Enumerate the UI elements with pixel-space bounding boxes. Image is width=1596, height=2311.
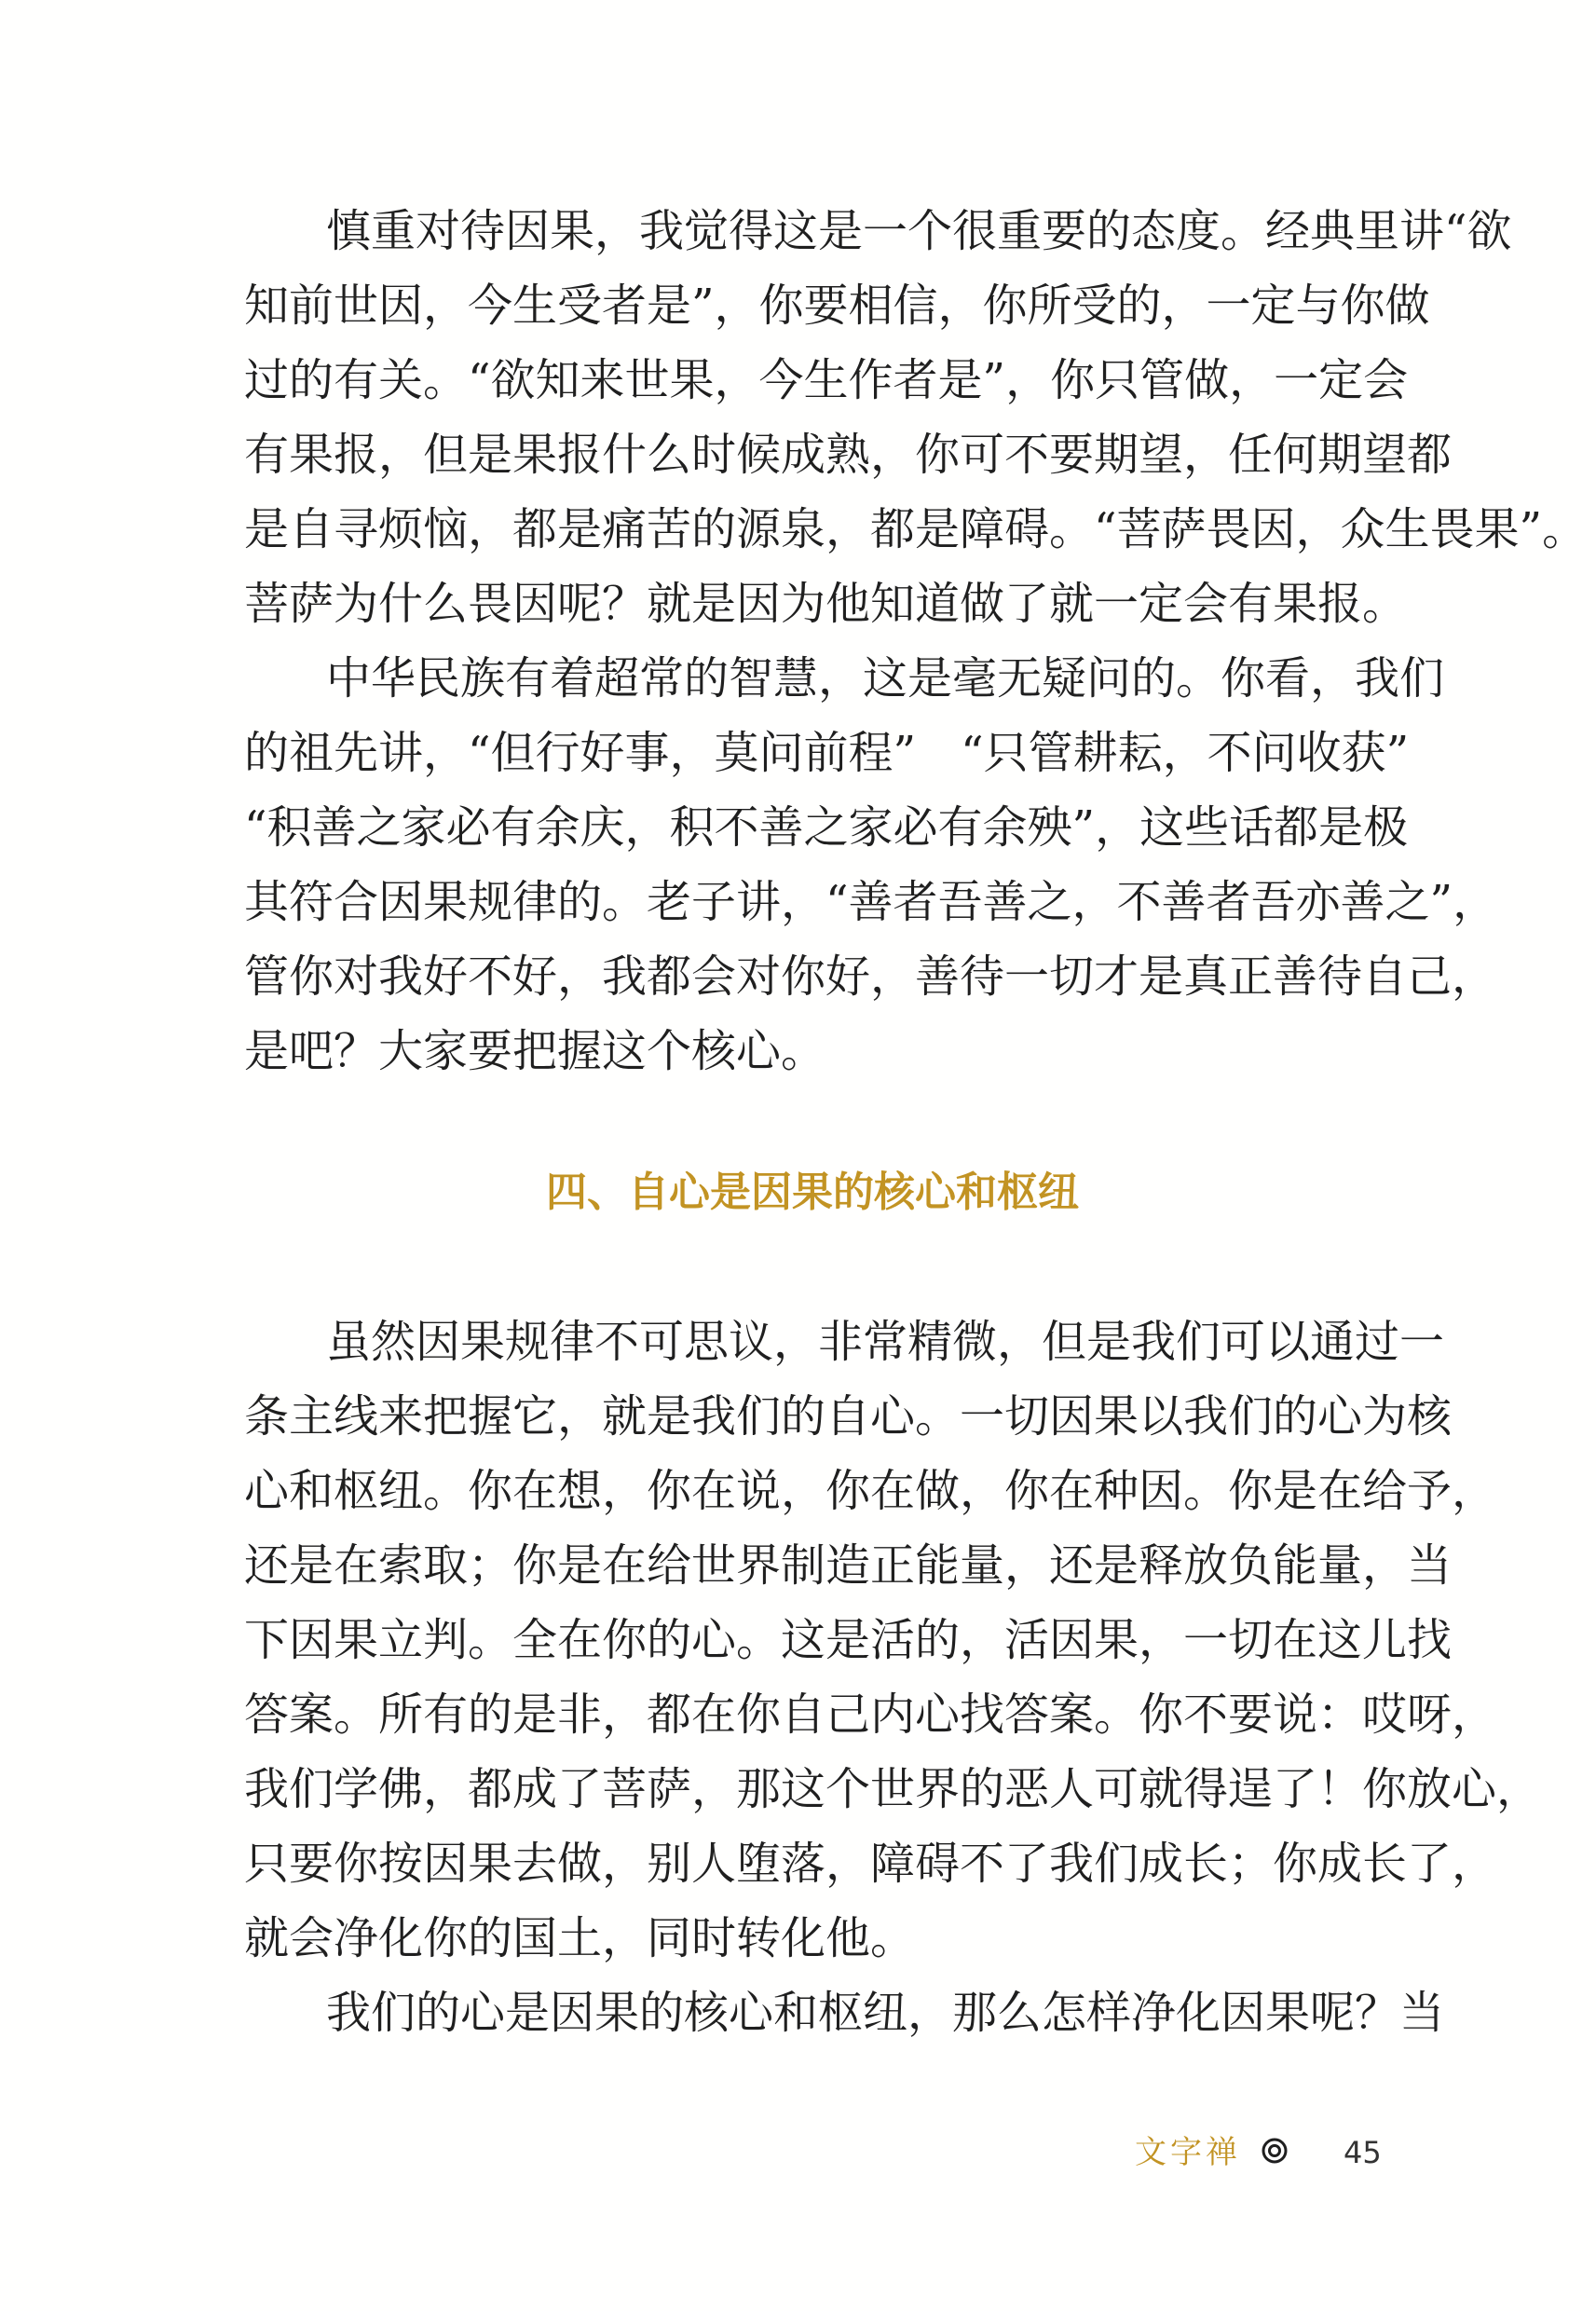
page-footer xyxy=(1099,2125,1398,2181)
paragraph-line: 中华民族有着超常的智慧，这是毫无疑问的。你看，我们 xyxy=(326,652,1445,704)
paragraph-line: 只要你按因果去做，别人堕落，障碍不了我们成长；你成长了， xyxy=(244,1838,1497,1890)
book-title: 文字禅 xyxy=(1135,2134,1241,2171)
paragraph-line: 管你对我好不好，我都会对你好，善待一切才是真正善待自己， xyxy=(244,950,1497,1003)
paragraph-line: 知前世因，今生受者是”，你要相信，你所受的，一定与你做 xyxy=(244,280,1430,332)
page-number: 45 xyxy=(1344,2135,1382,2170)
paragraph-line: 就会净化你的国土，同时转化他。 xyxy=(244,1912,916,1964)
section-heading: 四、自心是因果的核心和枢纽 xyxy=(546,1169,1079,1216)
paragraph-line: 我们学佛，都成了菩萨，那这个世界的恶人可就得逞了！你放心， xyxy=(244,1763,1542,1815)
paragraph-line: 是自寻烦恼，都是痛苦的源泉，都是障碍。“菩萨畏因，众生畏果”。 xyxy=(244,503,1588,555)
paragraph-line: 条主线来把握它，就是我们的自心。一切因果以我们的心为核 xyxy=(244,1390,1453,1443)
paragraph-line: 过的有关。“欲知来世果，今生作者是”，你只管做，一定会 xyxy=(244,354,1409,406)
paragraph-line: 的祖先讲，“但行好事，莫问前程” “只管耕耘，不问收获” xyxy=(244,727,1410,779)
paragraph-line: “积善之家必有余庆，积不善之家必有余殃”，这些话都是极 xyxy=(244,801,1409,854)
paragraph-line: 其符合因果规律的。老子讲，“善者吾善之，不善者吾亦善之”， xyxy=(244,876,1498,928)
paragraph-line: 虽然因果规律不可思议，非常精微，但是我们可以通过一 xyxy=(326,1316,1445,1368)
paragraph-line: 还是在索取；你是在给世界制造正能量，还是释放负能量，当 xyxy=(244,1539,1453,1592)
paragraph-line: 有果报，但是果报什么时候成熟，你可不要期望，任何期望都 xyxy=(244,429,1453,481)
paragraph-line: 菩萨为什么畏因呢？就是因为他知道做了就一定会有果报。 xyxy=(244,578,1408,630)
paragraph-line: 心和枢纽。你在想，你在说，你在做，你在种因。你是在给予， xyxy=(244,1465,1497,1517)
paragraph-line: 慎重对待因果，我觉得这是一个很重要的态度。经典里讲“欲 xyxy=(326,205,1512,257)
paragraph-line: 我们的心是因果的核心和枢纽，那么怎样净化因果呢？当 xyxy=(326,1987,1445,2039)
double-circle-icon xyxy=(1261,2137,1289,2165)
paragraph-line: 下因果立判。全在你的心。这是活的，活因果，一切在这儿找 xyxy=(244,1614,1453,1666)
paragraph-line: 是吧？大家要把握这个核心。 xyxy=(244,1025,826,1077)
paragraph-line: 答案。所有的是非，都在你自己内心找答案。你不要说：哎呀， xyxy=(244,1689,1497,1741)
